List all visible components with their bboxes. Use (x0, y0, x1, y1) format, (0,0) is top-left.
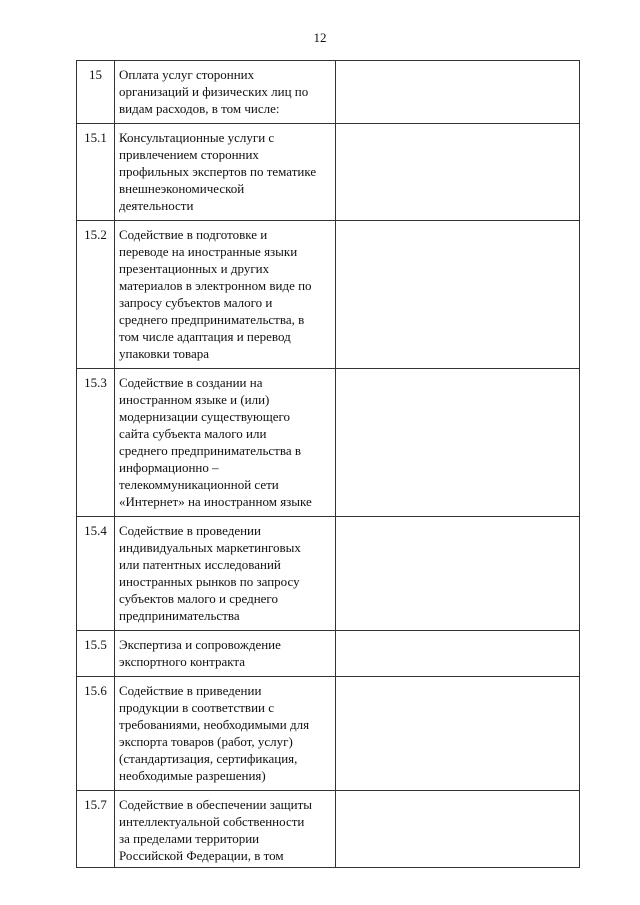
table-row (77, 791, 580, 868)
table-row (77, 517, 580, 631)
description-line: модернизации существующего (119, 409, 291, 424)
description-line: экспортного контракта (119, 654, 246, 669)
row-value-cell (336, 677, 580, 791)
description-line: интеллектуальной собственности (119, 814, 305, 829)
row-value-cell (336, 369, 580, 517)
row-number: 15.3 (77, 369, 115, 517)
description-line: профильных экспертов по тематике (119, 164, 317, 179)
description-line: видам расходов, в том числе: (119, 101, 280, 116)
expense-table (76, 60, 580, 868)
description-line: телекоммуникационной сети (119, 477, 279, 492)
page-number: 12 (313, 30, 327, 45)
description-line: Экспертиза и сопровождение (119, 637, 281, 652)
description-line: презентационных и других (119, 261, 270, 276)
row-number: 15.4 (77, 517, 115, 631)
description-line: информационно – (119, 460, 219, 475)
table-row (77, 369, 580, 517)
row-number: 15 (77, 61, 115, 124)
row-value-cell (336, 517, 580, 631)
description-line: упаковки товара (119, 346, 210, 361)
table-row (77, 124, 580, 221)
description-line: иностранных рынков по запросу (119, 574, 300, 589)
table-row (77, 221, 580, 369)
description-line: внешнеэкономической (119, 181, 245, 196)
row-description (115, 791, 336, 868)
description-line: среднего предпринимательства в (119, 443, 301, 458)
description-line: индивидуальных маркетинговых (119, 540, 301, 555)
table-row (77, 631, 580, 677)
row-description (115, 369, 336, 517)
description-line: Содействие в проведении (119, 523, 261, 538)
description-line: запросу субъектов малого и (119, 295, 273, 310)
description-line: продукции в соответствии с (119, 700, 274, 715)
description-line: том числе адаптация и перевод (119, 329, 291, 344)
description-line: иностранном языке и (или) (119, 392, 270, 407)
row-number: 15.6 (77, 677, 115, 791)
row-description (115, 124, 336, 221)
description-line: Содействие в создании на (119, 375, 263, 390)
description-line: (стандартизация, сертификация, (119, 751, 298, 766)
table-row (77, 61, 580, 124)
description-line: требованиями, необходимыми для (119, 717, 310, 732)
row-number: 15.1 (77, 124, 115, 221)
description-line: «Интернет» на иностранном языке (119, 494, 312, 509)
row-description (115, 517, 336, 631)
description-line: материалов в электронном виде по (119, 278, 312, 293)
description-line: привлечением сторонних (119, 147, 259, 162)
table-row (77, 677, 580, 791)
description-line: за пределами территории (119, 831, 260, 846)
description-line: необходимые разрешения) (119, 768, 266, 783)
description-line: Оплата услуг сторонних (119, 67, 255, 82)
description-line: переводе на иностранные языки (119, 244, 298, 259)
description-line: организаций и физических лиц по (119, 84, 309, 99)
row-value-cell (336, 631, 580, 677)
description-line: сайта субъекта малого или (119, 426, 267, 441)
row-number: 15.2 (77, 221, 115, 369)
row-value-cell (336, 61, 580, 124)
description-line: Консультационные услуги с (119, 130, 275, 145)
description-line: деятельности (119, 198, 194, 213)
row-number: 15.5 (77, 631, 115, 677)
row-number: 15.7 (77, 791, 115, 868)
row-description (115, 677, 336, 791)
description-line: среднего предпринимательства, в (119, 312, 305, 327)
description-line: или патентных исследований (119, 557, 281, 572)
description-line: Содействие в обеспечении защиты (119, 797, 313, 812)
row-value-cell (336, 221, 580, 369)
description-line: предпринимательства (119, 608, 240, 623)
description-line: Содействие в приведении (119, 683, 262, 698)
description-line: Содействие в подготовке и (119, 227, 268, 242)
row-description (115, 631, 336, 677)
description-line: субъектов малого и среднего (119, 591, 278, 606)
description-line: Российской Федерации, в том (119, 848, 284, 863)
row-value-cell (336, 124, 580, 221)
description-line: экспорта товаров (работ, услуг) (119, 734, 293, 749)
row-description (115, 221, 336, 369)
row-value-cell (336, 791, 580, 868)
row-description (115, 61, 336, 124)
